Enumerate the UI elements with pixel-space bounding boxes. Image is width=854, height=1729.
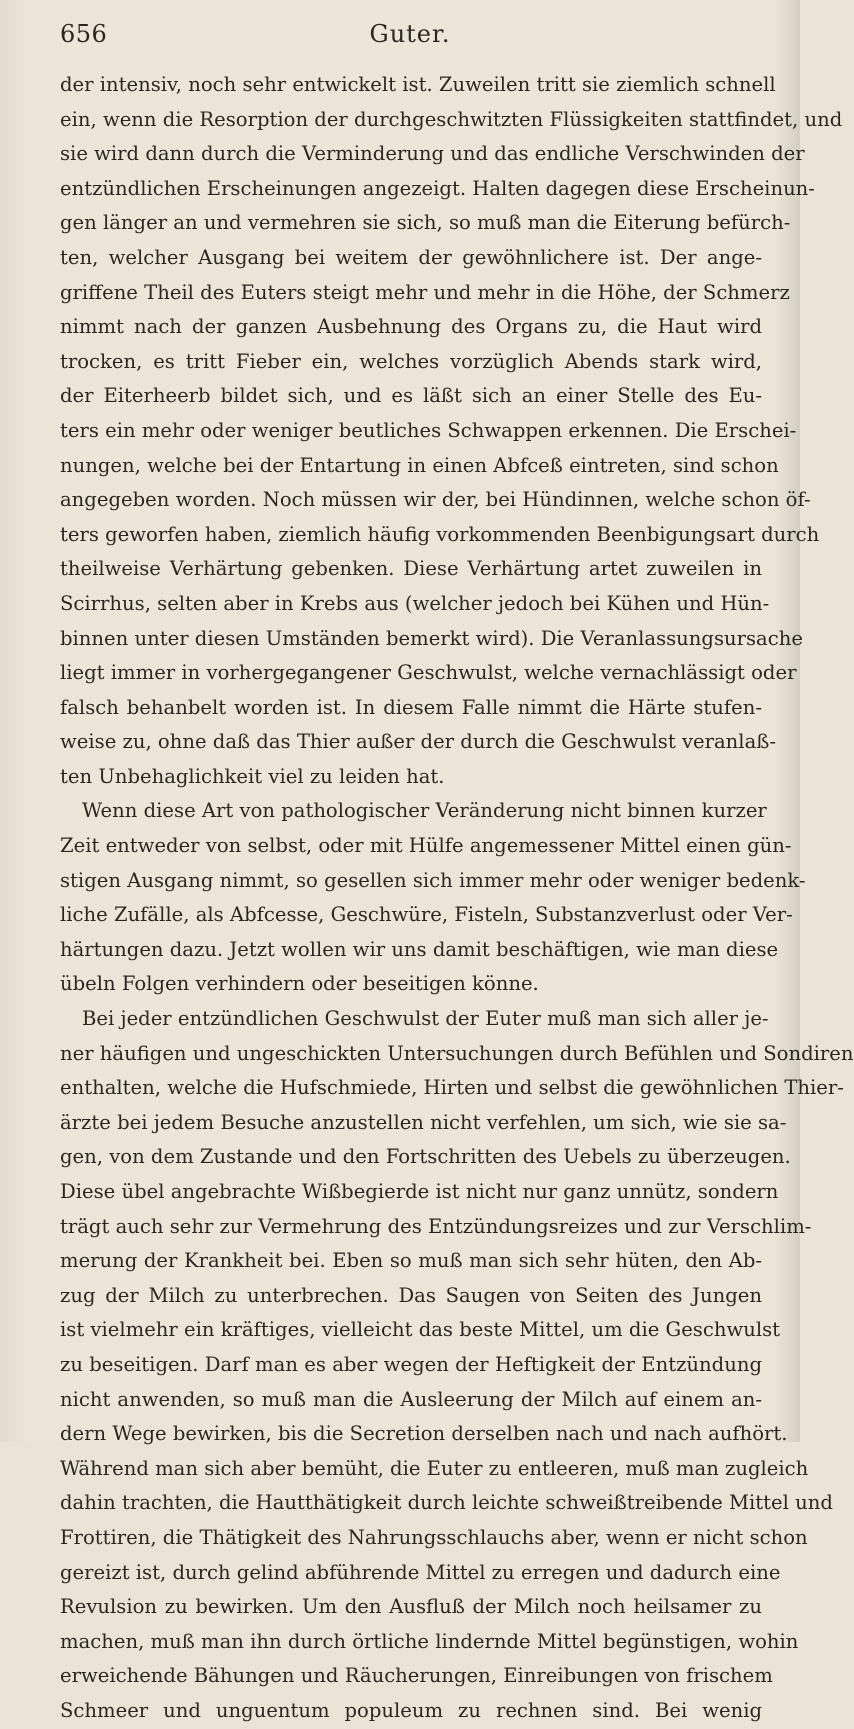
text-line: nungen, welche bei der Entartung in einen Abfceß eintreten, sind schon <box>60 453 779 477</box>
text-line: Revulsion zu bewirken. Um den Ausfluß der Milch noch heilsamer zu <box>60 1595 762 1619</box>
running-head: Guter. <box>369 20 451 48</box>
paragraph-start-line: Bei jeder entzündlichen Geschwulst der Euter muß man sich aller je- <box>82 1007 769 1031</box>
text-line: härtungen dazu. Jetzt wollen wir uns damit beschäftigen, wie man diese <box>60 937 779 961</box>
text-line: falsch behanbelt worden ist. In diesem Falle nimmt die Härte stufen- <box>60 695 762 719</box>
text-line: enthalten, welche die Hufschmiede, Hirten und selbst die gewöhnlichen Thier- <box>60 1076 844 1100</box>
paragraph-start-line: Wenn diese Art von pathologischer Veränderung nicht binnen kurzer <box>82 799 767 823</box>
text-line: zug der Milch zu unterbrechen. Das Saugen von Seiten des Jungen <box>60 1283 762 1307</box>
text-line: theilweise Verhärtung gebenken. Diese Verhärtung artet zuweilen in <box>60 557 762 581</box>
text-line: trägt auch sehr zur Vermehrung des Entzündungsreizes und zur Verschlim- <box>60 1214 812 1238</box>
text-line: angegeben worden. Noch müssen wir der, bei Hündinnen, welche schon öf- <box>60 488 811 512</box>
text-line: entzündlichen Erscheinungen angezeigt. Halten dagegen diese Erscheinun- <box>60 176 815 200</box>
text-line: ters geworfen haben, ziemlich häufig vorkommenden Beenbigungsart durch <box>60 522 820 546</box>
text-line: liegt immer in vorhergegangener Geschwulst, welche vernachlässigt oder <box>60 661 797 685</box>
text-line: ten, welcher Ausgang bei weitem der gewöhnlichere ist. Der ange- <box>60 245 762 269</box>
body-text <box>60 68 854 1729</box>
text-line: ist vielmehr ein kräftiges, vielleicht das beste Mittel, um die Geschwulst <box>60 1318 781 1342</box>
text-line: ters ein mehr oder weniger beutliches Schwappen erkennen. Die Erschei- <box>60 418 797 442</box>
text-line: gereizt ist, durch gelind abführende Mittel zu erregen und dadurch eine <box>60 1560 781 1584</box>
text-line: der Eiterheerb bildet sich, und es läßt sich an einer Stelle des Eu- <box>60 384 762 408</box>
text-line: merung der Krankheit bei. Eben so muß man sich sehr hüten, den Ab- <box>60 1249 762 1273</box>
paragraph-end-line: übeln Folgen verhindern oder beseitigen könne. <box>60 972 539 996</box>
text-line: stigen Ausgang nimmt, so gesellen sich immer mehr oder weniger bedenk- <box>60 868 806 892</box>
text-line: gen länger an und vermehren sie sich, so muß man die Eiterung befürch- <box>60 211 791 235</box>
text-line: Schmeer und unguentum populeum zu rechnen sind. Bei wenig <box>60 1698 762 1722</box>
text-line: machen, muß man ihn durch örtliche lindernde Mittel begünstigen, wohin <box>60 1629 799 1653</box>
text-line: zu beseitigen. Darf man es aber wegen der Heftigkeit der Entzündung <box>60 1352 762 1376</box>
paragraph-end-line: ten Unbehaglichkeit viel zu leiden hat. <box>60 764 445 788</box>
text-line: Während man sich aber bemüht, die Euter zu entleeren, muß man zugleich <box>60 1456 809 1480</box>
text-line: ner häufigen und ungeschickten Untersuchungen durch Befühlen und Sondiren <box>60 1041 854 1065</box>
text-line: dern Wege bewirken, bis die Secretion derselben nach und nach aufhört. <box>60 1422 788 1446</box>
page-number: 656 <box>60 20 108 48</box>
text-line: weise zu, ohne daß das Thier außer der durch die Geschwulst veranlaß- <box>60 730 776 754</box>
text-line: dahin trachten, die Hautthätigkeit durch leichte schweißtreibende Mittel und <box>60 1491 833 1515</box>
text-line: binnen unter diesen Umständen bemerkt wird). Die Veranlassungsursache <box>60 626 803 650</box>
text-line: sie wird dann durch die Verminderung und das endliche Verschwinden der <box>60 142 805 166</box>
text-line: Scirrhus, selten aber in Krebs aus (welcher jedoch bei Kühen und Hün- <box>60 591 770 615</box>
text-line: trocken, es tritt Fieber ein, welches vorzüglich Abends stark wird, <box>60 349 762 373</box>
text-line: liche Zufälle, als Abfcesse, Geschwüre, Fisteln, Substanzverlust oder Ver- <box>60 903 793 927</box>
text-line: ein, wenn die Resorption der durchgeschwitzten Flüssigkeiten stattfindet, und <box>60 107 843 131</box>
text-line: Zeit entweder von selbst, oder mit Hülfe angemessener Mittel einen gün- <box>60 834 792 858</box>
text-line: ärzte bei jedem Besuche anzustellen nicht verfehlen, um sich, wie sie sa- <box>60 1110 787 1134</box>
text-line: erweichende Bähungen und Räucherungen, Einreibungen von frischem <box>60 1664 773 1688</box>
text-line: nimmt nach der ganzen Ausbehnung des Organs zu, die Haut wird <box>60 315 762 339</box>
text-line: gen, von dem Zustande und den Fortschritten des Uebels zu überzeugen. <box>60 1145 791 1169</box>
text-line: Frottiren, die Thätigkeit des Nahrungsschlauchs aber, wenn er nicht schon <box>60 1525 808 1549</box>
page-header <box>60 16 760 56</box>
text-line: der intensiv, noch sehr entwickelt ist. Zuweilen tritt sie ziemlich schnell <box>60 73 776 96</box>
text-line: Diese übel angebrachte Wißbegierde ist nicht nur ganz unnütz, sondern <box>60 1180 779 1203</box>
text-line: nicht anwenden, so muß man die Ausleerung der Milch auf einem an- <box>60 1387 762 1411</box>
text-line: griffene Theil des Euters steigt mehr und mehr in die Höhe, der Schmerz <box>60 280 790 304</box>
